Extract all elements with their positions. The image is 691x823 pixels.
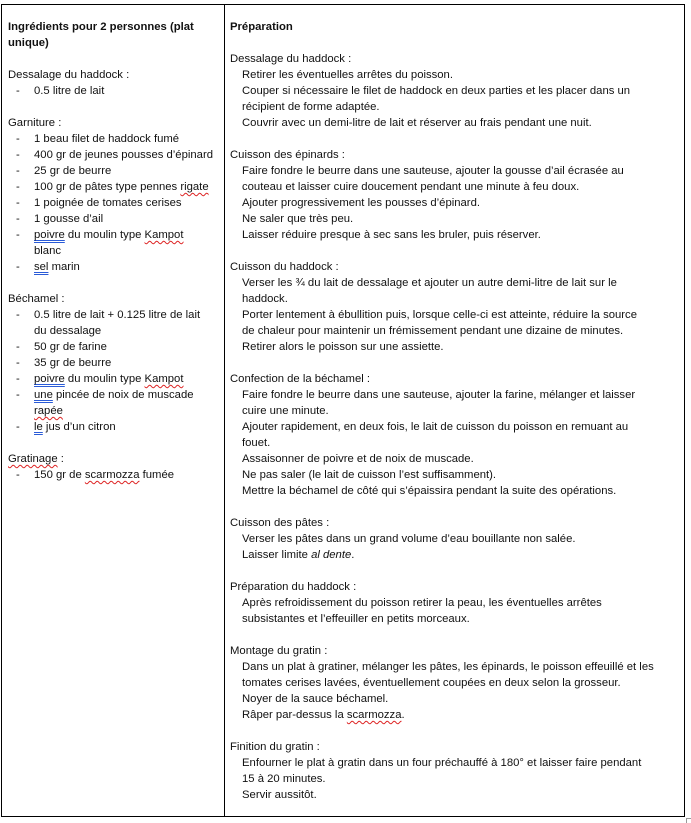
- step-line: Verser les pâtes dans un grand volume d’eau bouillante non salée.: [242, 533, 576, 545]
- step-line: Couvrir avec un demi-litre de lait et réserver au frais pendant une nuit.: [242, 117, 592, 129]
- step-line: Faire fondre le beurre dans une sauteuse, ajouter la farine, mélanger et laisser: [242, 389, 636, 401]
- italic-text: al dente: [311, 549, 352, 561]
- section-heading: Cuisson du haddock :: [230, 261, 339, 273]
- list-item: - sel marin: [16, 261, 80, 273]
- step-line: haddock.: [242, 293, 288, 305]
- grammar-word: le: [34, 421, 43, 433]
- step-line: tomates cerises lavées, éventuellement coupées en deux selon la grosseur.: [242, 677, 621, 689]
- step-line: Noyer de la sauce béchamel.: [242, 693, 389, 705]
- step-line: Couper si nécessaire le filet de haddock en deux parties et les placer dans un: [242, 85, 631, 97]
- step-line: Faire fondre le beurre dans une sauteuse, ajouter la gousse d’ail écrasée au: [242, 165, 624, 177]
- grammar-word: poivre: [34, 373, 65, 385]
- step-line: Ajouter progressivement les pousses d’épinard.: [242, 197, 480, 209]
- ingredients-title: Ingrédients pour 2 personnes (plat: [8, 21, 194, 33]
- section-heading: Béchamel :: [8, 293, 65, 305]
- list-item: - poivre du moulin type Kampot: [16, 229, 184, 241]
- list-item: - 100 gr de pâtes type pennes rigate: [16, 181, 209, 193]
- step-line: Ne saler que très peu.: [242, 213, 354, 225]
- step-line: Après refroidissement du poisson retirer la peau, les éventuelles arrêtes: [242, 597, 602, 609]
- section-heading: Garniture :: [8, 117, 62, 129]
- column-divider: [224, 5, 225, 816]
- step-line: Laisser réduire presque à sec sans les bruler, puis réserver.: [242, 229, 541, 241]
- section-heading: Montage du gratin :: [230, 645, 328, 657]
- step-line: couteau et laisser cuire doucement pendant une minute à feu doux.: [242, 181, 580, 193]
- list-item: - 50 gr de farine: [16, 341, 107, 353]
- section-heading: Confection de la béchamel :: [230, 373, 371, 385]
- step-line: Porter lentement à ébullition puis, lorsque celle-ci est atteinte, réduire la source: [242, 309, 637, 321]
- step-line: Retirer alors le poisson sur une assiette.: [242, 341, 444, 353]
- step-line: récipient de forme adaptée.: [242, 101, 380, 113]
- section-heading: Préparation du haddock :: [230, 581, 357, 593]
- step-line: de chaleur pour maintenir un frémissement pendant une dizaine de minutes.: [242, 325, 624, 337]
- spellcheck-word: scarmozza: [84, 469, 140, 481]
- step-line: Dans un plat à gratiner, mélanger les pâtes, les épinards, le poisson effeuillé et les: [242, 661, 654, 673]
- list-item: - 150 gr de scarmozza fumée: [16, 469, 175, 481]
- step-line: Laisser limite al dente.: [242, 549, 355, 561]
- step-line: Ne pas saler (le lait de cuisson l’est suffisamment).: [242, 469, 497, 481]
- step-line: cuire une minute.: [242, 405, 329, 417]
- spellcheck-word: Kampot: [144, 373, 184, 385]
- section-heading: Cuisson des pâtes :: [230, 517, 330, 529]
- section-heading: Gratinage :: [8, 453, 64, 465]
- list-item: - 1 poignée de tomates cerises: [16, 197, 182, 209]
- spellcheck-word: scarmozza: [346, 709, 402, 721]
- step-line: Verser les ¾ du lait de dessalage et ajouter un autre demi-litre de lait sur le: [242, 277, 617, 289]
- step-line: 15 à 20 minutes.: [242, 773, 326, 785]
- list-item: - 0.5 litre de lait: [16, 85, 105, 97]
- grammar-word: sel: [34, 261, 49, 273]
- preparation-column: [230, 5, 680, 803]
- preparation-title: Préparation: [230, 21, 293, 33]
- step-line: subsistantes et l’effeuiller en petits morceaux.: [242, 613, 470, 625]
- grammar-word: poivre: [34, 229, 65, 241]
- bullet-dash: -: [16, 85, 20, 97]
- list-item-cont: [8, 403, 220, 419]
- list-item-cont: du dessalage: [34, 325, 102, 337]
- spellcheck-word: Gratinage: [8, 453, 58, 465]
- list-item: - le jus d’un citron: [16, 421, 116, 433]
- step-line: Enfourner le plat à gratin dans un four préchauffé à 180° et laisser faire pendant: [242, 757, 642, 769]
- list-item: - 400 gr de jeunes pousses d’épinard: [16, 149, 213, 161]
- page-corner-mark: [686, 818, 691, 823]
- step-line: Ajouter rapidement, en deux fois, le lait de cuisson du poisson en remuant au: [242, 421, 629, 433]
- section-heading: Dessalage du haddock :: [8, 69, 130, 81]
- section-heading: Cuisson des épinards :: [230, 149, 345, 161]
- grammar-word: une: [34, 389, 53, 401]
- list-item: - 35 gr de beurre: [16, 357, 112, 369]
- list-item: - 0.5 litre de lait + 0.125 litre de lait: [16, 309, 201, 321]
- recipe-table: [1, 4, 685, 817]
- spellcheck-word: Kampot: [144, 229, 184, 241]
- step-line: Assaisonner de poivre et de noix de muscade.: [242, 453, 474, 465]
- list-item: - une pincée de noix de muscade: [16, 389, 194, 401]
- list-item: - 1 beau filet de haddock fumé: [16, 133, 180, 145]
- ingredients-column: [8, 5, 220, 483]
- step-line: Servir aussitôt.: [242, 789, 317, 801]
- list-item: - 1 gousse d’ail: [16, 213, 104, 225]
- ingredients-title-cont: unique): [8, 37, 49, 49]
- spellcheck-word: rigate: [180, 181, 209, 193]
- step-line: Mettre la béchamel de côté qui s’épaissira pendant la suite des opérations.: [242, 485, 617, 497]
- list-item-cont: blanc: [34, 245, 62, 257]
- step-line: fouet.: [242, 437, 271, 449]
- step-line: Râper par-dessus la scarmozza.: [242, 709, 405, 721]
- section-heading: Finition du gratin :: [230, 741, 320, 753]
- list-item: - 25 gr de beurre: [16, 165, 112, 177]
- step-line: Retirer les éventuelles arrêtes du poisson.: [242, 69, 453, 81]
- list-item: - poivre du moulin type Kampot: [16, 373, 184, 385]
- section-heading: Dessalage du haddock :: [230, 53, 352, 65]
- spellcheck-word: rapée: [34, 405, 63, 417]
